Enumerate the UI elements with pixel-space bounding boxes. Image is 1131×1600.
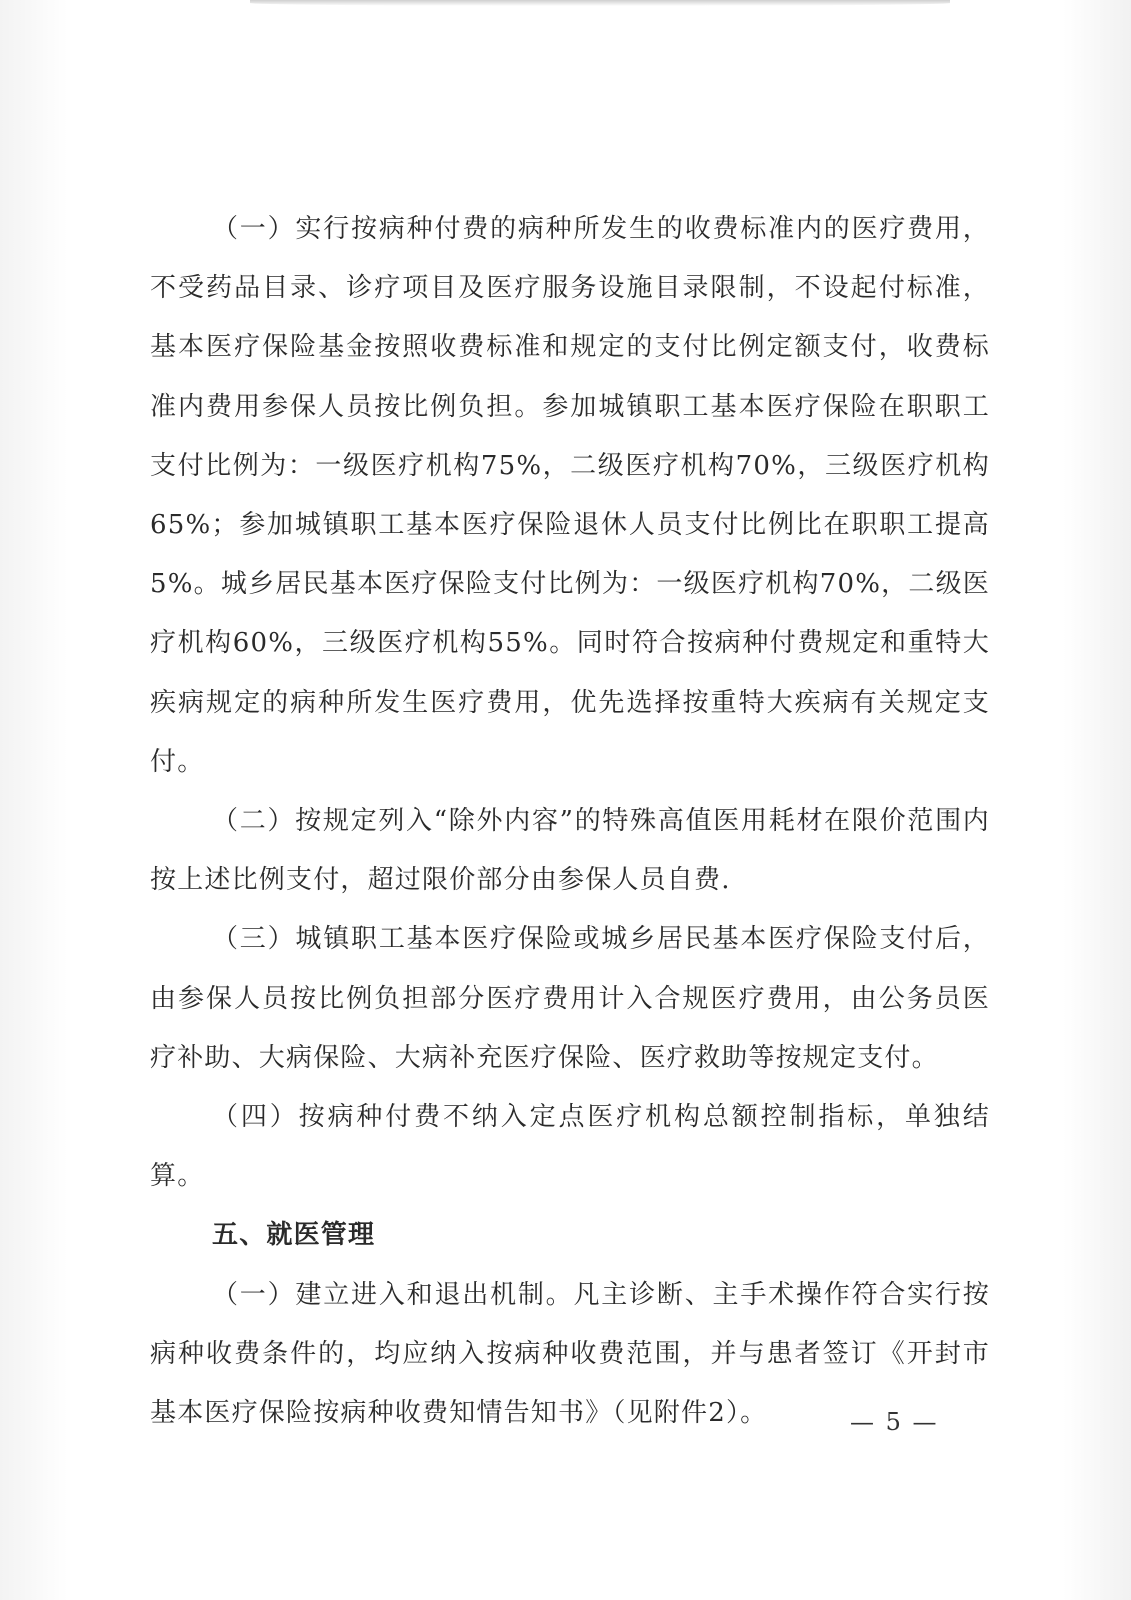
scan-edge-shadow (250, 0, 950, 6)
paragraph-supplementary-payment: （三）城镇职工基本医疗保险或城乡居民基本医疗保险支付后，由参保人员按比例负担部分医疗费用计入合规医疗费用，由公务员医疗补助、大病保险、大病补充医疗保险、医疗救助等按规定支付。 (150, 924, 990, 1073)
page-number: — 5 — (850, 1408, 939, 1436)
section-heading: 五、就医管理 (212, 1220, 376, 1251)
paragraph-payment-ratio: （一）实行按病种付费的病种所发生的收费标准内的医疗费用，不受药品目录、诊疗项目及医疗服务设施目录限制，不设起付标准，基本医疗保险基金按照收费标准和规定的支付比例定额支付，收费标准内费用参保人员按比例负担。参加城镇职工基本医疗保险在职职工支付比例为：一级医疗机构75%，二级医疗机构70%，三级医疗机构65%；参加城镇职工基本医疗保险退休人员支付比例比在职职工提高5%。城乡居民基本医疗保险支付比例为：一级医疗机构70%，二级医疗机构60%，三级医疗机构55%。同时符合按病种付费规定和重特大疾病规定的病种所发生医疗费用，优先选择按重特大疾病有关规定支付。 (150, 214, 990, 777)
paragraph-entry-exit-mechanism: （一）建立进入和退出机制。凡主诊断、主手术操作符合实行按病种收费条件的，均应纳入按病种收费范围，并与患者签订《开封市基本医疗保险按病种收费知情告知书》（见附件2）。 (150, 1279, 990, 1429)
document-body (150, 200, 990, 1443)
paragraph-high-value-consumables: （二）按规定列入“除外内容”的特殊高值医用耗材在限价范围内按上述比例支付，超过限价部分由参保人员自费. (150, 806, 990, 896)
paragraph-separate-settlement: （四）按病种付费不纳入定点医疗机构总额控制指标，单独结算。 (150, 1102, 990, 1192)
